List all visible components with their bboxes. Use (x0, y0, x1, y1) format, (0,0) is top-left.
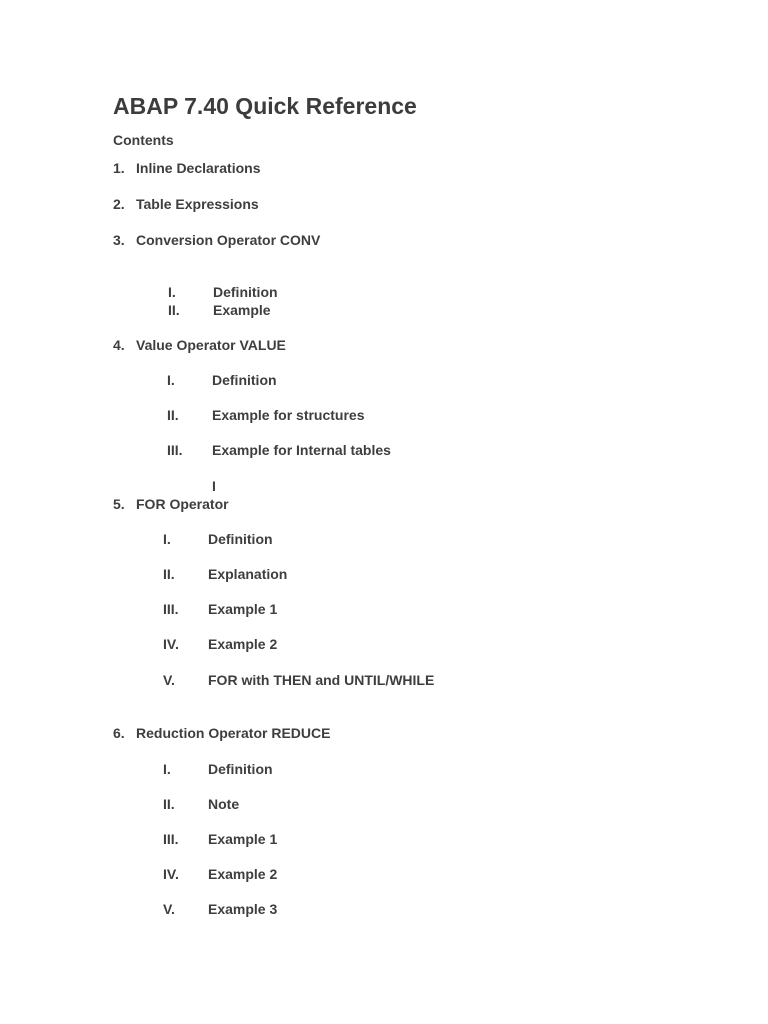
subitem-numeral: V. (163, 672, 175, 688)
toc-subitem[interactable]: Example 1 (208, 601, 278, 617)
toc-subitem[interactable]: Example (213, 302, 271, 318)
toc-item-value-operator[interactable]: Value Operator VALUE (136, 337, 286, 353)
subitem-numeral: III. (163, 831, 179, 847)
toc-subitem[interactable]: Note (208, 796, 240, 812)
toc-item-for-operator[interactable]: FOR Operator (136, 496, 229, 512)
section-number: 2. (113, 196, 125, 212)
toc-item-conversion-operator[interactable]: Conversion Operator CONV (136, 232, 321, 248)
section-number: 5. (113, 496, 125, 512)
toc-subitem[interactable]: Example 1 (208, 831, 278, 847)
toc-subitem[interactable]: Example for Internal tables (212, 442, 391, 458)
subitem-numeral: I. (163, 531, 171, 547)
section-number: 4. (113, 337, 125, 353)
subitem-numeral: II. (168, 302, 180, 318)
toc-subitem[interactable]: Definition (208, 531, 273, 547)
subitem-numeral: IV. (163, 636, 179, 652)
toc-subitem[interactable]: Example 3 (208, 901, 278, 917)
toc-subitem[interactable]: Definition (213, 284, 278, 300)
toc-item-table-expressions[interactable]: Table Expressions (136, 196, 259, 212)
subitem-numeral: II. (163, 566, 175, 582)
subitem-numeral: III. (167, 442, 183, 458)
toc-item-reduction-operator[interactable]: Reduction Operator REDUCE (136, 725, 331, 741)
page-title: ABAP 7.40 Quick Reference (113, 93, 417, 119)
toc-subitem[interactable]: Example 2 (208, 636, 278, 652)
subitem-numeral: V. (163, 901, 175, 917)
subitem-numeral: II. (163, 796, 175, 812)
section-number: 6. (113, 725, 125, 741)
toc-subitem[interactable]: FOR with THEN and UNTIL/WHILE (208, 672, 435, 688)
toc-item-inline-declarations[interactable]: Inline Declarations (136, 160, 261, 176)
toc-subitem[interactable]: Explanation (208, 566, 288, 582)
subitem-numeral: III. (163, 601, 179, 617)
toc-subitem[interactable]: Example for structures (212, 407, 365, 423)
toc-subitem[interactable]: Example 2 (208, 866, 278, 882)
subitem-numeral: I. (168, 284, 176, 300)
stray-character: I (212, 478, 216, 494)
section-number: 1. (113, 160, 125, 176)
toc-subitem[interactable]: Definition (208, 761, 273, 777)
toc-subitem[interactable]: Definition (212, 372, 277, 388)
subitem-numeral: I. (167, 372, 175, 388)
subitem-numeral: I. (163, 761, 171, 777)
section-number: 3. (113, 232, 125, 248)
contents-heading: Contents (113, 132, 174, 148)
subitem-numeral: IV. (163, 866, 179, 882)
subitem-numeral: II. (167, 407, 179, 423)
